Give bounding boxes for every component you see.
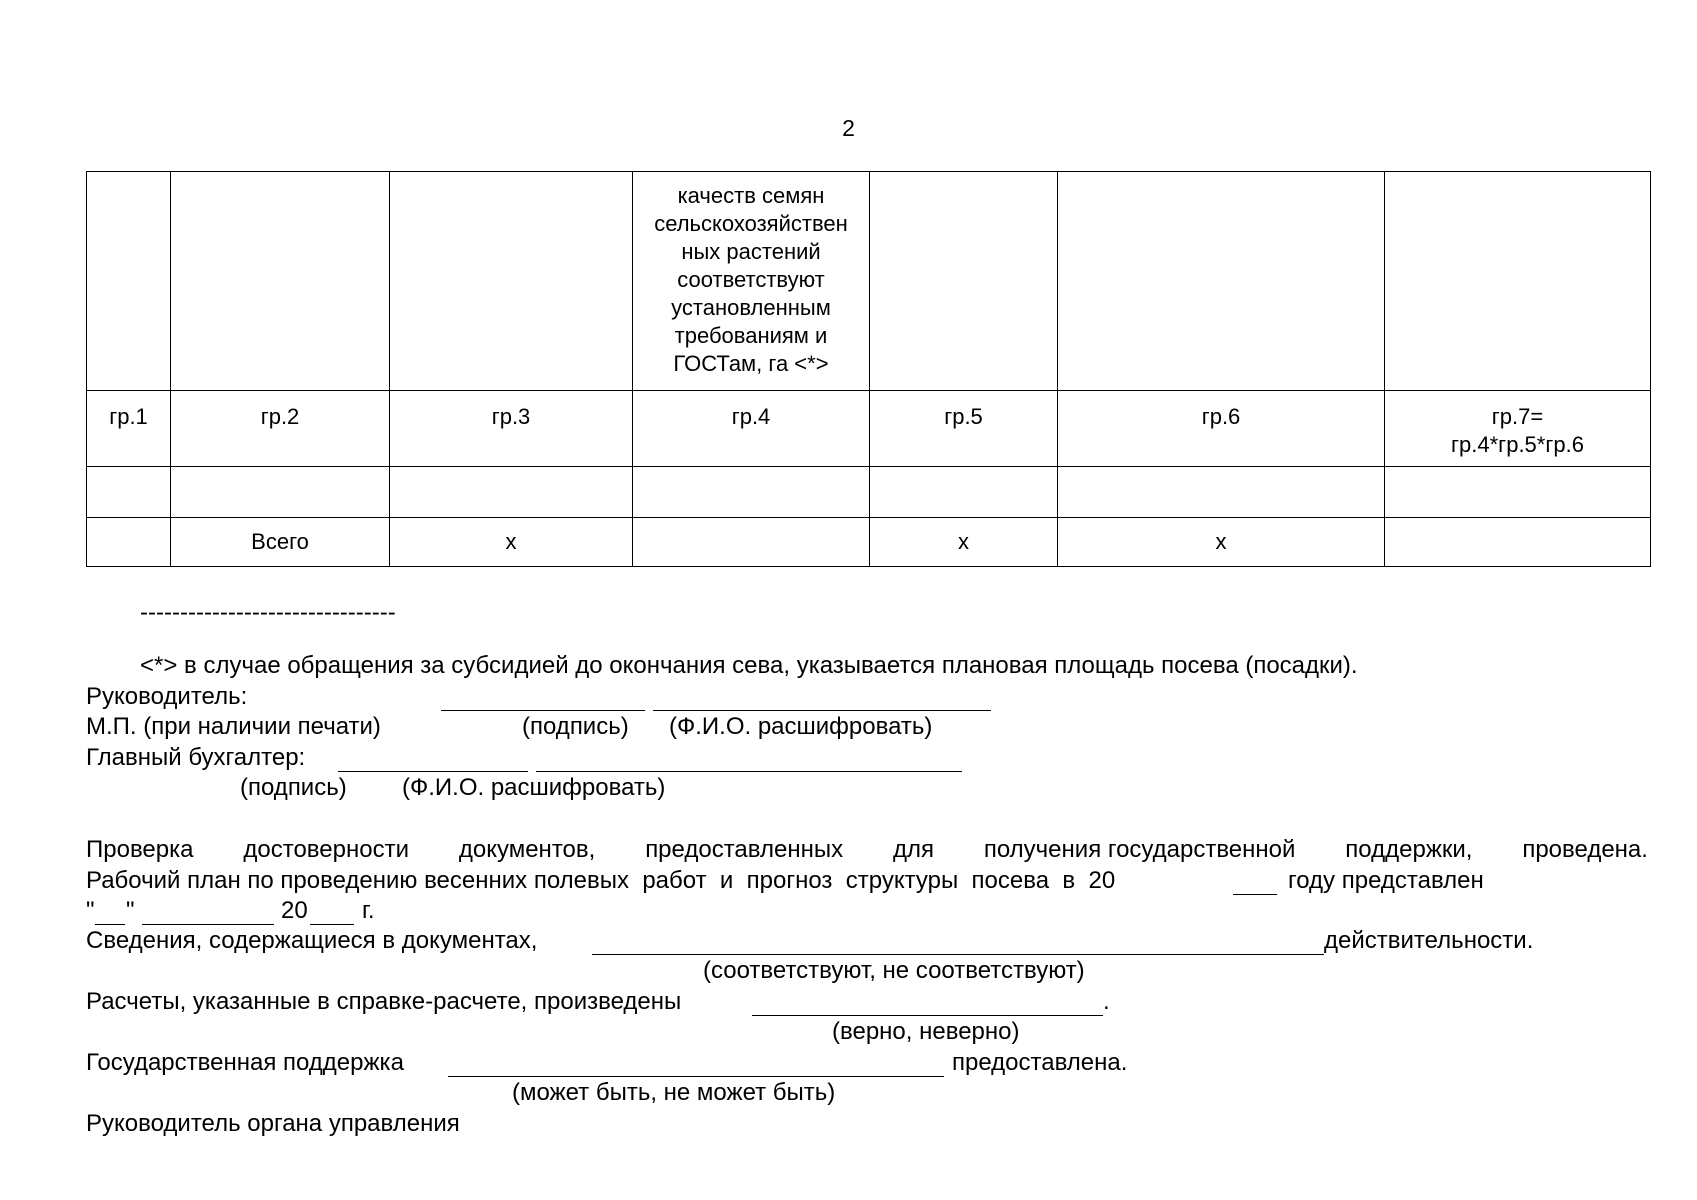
total-col6: х: [1058, 518, 1385, 567]
support-end: предоставлена.: [952, 1049, 1128, 1076]
structure-table: [86, 171, 1651, 567]
support-line[interactable]: [448, 1054, 944, 1077]
word: получения государственной: [983, 836, 1296, 863]
total-row: [87, 518, 1651, 567]
calc-end: .: [1103, 988, 1110, 1015]
word: поддержки,: [1345, 836, 1473, 863]
page-number: 2: [842, 115, 855, 141]
header-col4-line: ных растений: [681, 239, 821, 264]
head-signature-hint: (подпись): [522, 713, 629, 740]
work-plan-end: году представлен: [1288, 867, 1484, 894]
table-cell[interactable]: [1385, 518, 1651, 567]
table-cell: [1385, 172, 1651, 391]
support-label: Государственная поддержка: [86, 1049, 404, 1076]
accountant-name-line[interactable]: [536, 749, 962, 772]
header-col4-line: требованиям и: [674, 323, 828, 348]
col7-formula-line1: гр.7=: [1491, 404, 1544, 429]
info-hint: (соответствуют, не соответствуют): [703, 957, 1085, 984]
table-cell[interactable]: [390, 467, 633, 518]
date-year-prefix: 20: [281, 897, 308, 924]
column-numbers-row: [87, 391, 1651, 467]
word: Проверка: [86, 836, 194, 863]
total-col3: х: [390, 518, 633, 567]
work-plan-year-line[interactable]: [1233, 872, 1277, 895]
date-month-line[interactable]: [142, 902, 274, 925]
table-cell[interactable]: [171, 467, 390, 518]
table-cell[interactable]: [633, 518, 870, 567]
col-number: гр.5: [870, 391, 1058, 467]
date-suffix: г.: [362, 897, 375, 924]
col-number-7: [1385, 391, 1651, 467]
info-label: Сведения, содержащиеся в документах,: [86, 927, 538, 954]
col7-formula-line2: гр.4*гр.5*гр.6: [1451, 432, 1584, 457]
date-year-line[interactable]: [310, 902, 354, 925]
head-signature-line[interactable]: [441, 688, 645, 711]
table-cell: [87, 172, 171, 391]
header-col4-line: сельскохозяйствен: [654, 211, 848, 236]
date-day-line[interactable]: [95, 902, 125, 925]
header-col4: [633, 172, 870, 391]
header-col4-line: ГОСТам, га <*>: [673, 351, 829, 376]
col-number: гр.4: [633, 391, 870, 467]
accountant-label: Главный бухгалтер:: [86, 744, 306, 771]
word: для: [892, 836, 934, 863]
col-number: гр.3: [390, 391, 633, 467]
total-col5: х: [870, 518, 1058, 567]
accountant-signature-hint: (подпись): [240, 774, 347, 801]
col-number: гр.2: [171, 391, 390, 467]
header-col4-line: качеств семян: [677, 183, 825, 208]
word: проведена.: [1522, 836, 1648, 863]
table-cell[interactable]: [633, 467, 870, 518]
calc-hint: (верно, неверно): [832, 1018, 1020, 1045]
verification-line: [86, 836, 1648, 864]
word: документов,: [458, 836, 596, 863]
authority-head-label: Руководитель органа управления: [86, 1110, 460, 1137]
col-number: гр.1: [87, 391, 171, 467]
table-cell[interactable]: [87, 467, 171, 518]
table-cell[interactable]: [870, 467, 1058, 518]
calc-line[interactable]: [752, 993, 1103, 1016]
table-cell: [870, 172, 1058, 391]
header-col4-line: установленным: [671, 295, 831, 320]
total-label: Всего: [171, 518, 390, 567]
table-cell: [390, 172, 633, 391]
info-line[interactable]: [592, 932, 1324, 955]
accountant-signature-line[interactable]: [338, 749, 528, 772]
work-plan-text: Рабочий план по проведению весенних полевых работ и прогноз структуры посева в 20: [86, 867, 1116, 894]
head-label: Руководитель:: [86, 683, 248, 710]
table-cell: [1058, 172, 1385, 391]
table-row: [87, 467, 1651, 518]
calc-label: Расчеты, указанные в справке-расчете, произведены: [86, 988, 682, 1015]
col-number: гр.6: [1058, 391, 1385, 467]
header-col4-line: соответствуют: [677, 267, 825, 292]
accountant-name-hint: (Ф.И.О. расшифровать): [402, 774, 666, 801]
support-hint: (может быть, не может быть): [512, 1079, 836, 1106]
table-header-row: [87, 172, 1651, 391]
date-open-quote: ": [86, 897, 95, 924]
head-name-line[interactable]: [653, 688, 991, 711]
footnote-separator: --------------------------------: [140, 599, 396, 626]
table-cell[interactable]: [1385, 467, 1651, 518]
table-cell: [171, 172, 390, 391]
word: достоверности: [243, 836, 409, 863]
table-cell[interactable]: [1058, 467, 1385, 518]
word: предоставленных: [645, 836, 844, 863]
table-cell[interactable]: [87, 518, 171, 567]
stamp-label: М.П. (при наличии печати): [86, 713, 381, 740]
footnote-text: <*> в случае обращения за субсидией до окончания сева, указывается плановая площадь посева (посадки).: [140, 652, 1358, 679]
info-end: действительности.: [1324, 927, 1534, 954]
head-name-hint: (Ф.И.О. расшифровать): [669, 713, 933, 740]
date-close-quote: ": [126, 897, 135, 924]
